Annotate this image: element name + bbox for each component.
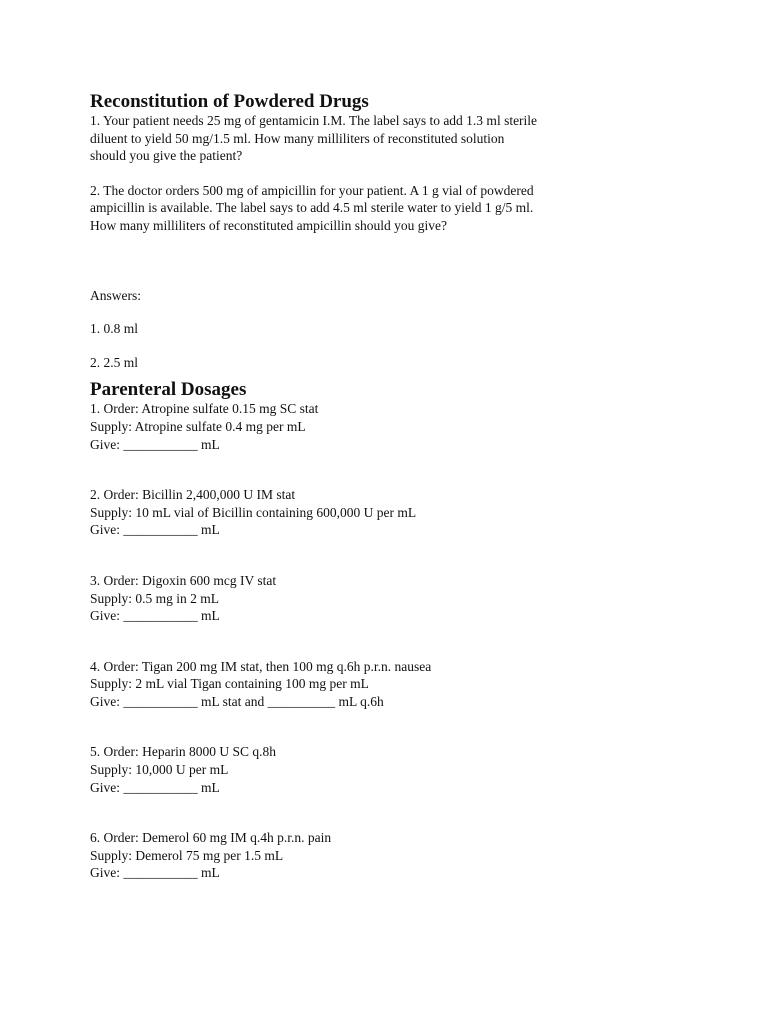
question-1-line-3: should you give the patient?: [90, 148, 243, 164]
dosage-item-4-order: 4. Order: Tigan 200 mg IM stat, then 100 mg q.6h p.r.n. nausea: [90, 658, 432, 674]
dosage-item-3-give: Give: ___________ mL: [90, 608, 220, 624]
dosage-item-1-supply: Supply: Atropine sulfate 0.4 mg per mL: [90, 418, 306, 434]
dosage-item-6-supply: Supply: Demerol 75 mg per 1.5 mL: [90, 847, 284, 863]
dosage-item-4-give: Give: ___________ mL stat and __________ mL q.6h: [90, 693, 384, 709]
question-2: [90, 182, 610, 235]
dosage-item-4-supply: Supply: 2 mL vial Tigan containing 100 mg per mL: [90, 676, 369, 692]
question-1-line-2: diluent to yield 50 mg/1.5 ml. How many milliliters of reconstituted solution: [90, 130, 505, 146]
dosage-item-6-order: 6. Order: Demerol 60 mg IM q.4h p.r.n. pain: [90, 830, 332, 846]
answer-1: 1. 0.8 ml: [90, 321, 139, 337]
dosage-item-5: [90, 743, 610, 796]
dosage-item-2: [90, 486, 610, 539]
dosage-item-1-order: 1. Order: Atropine sulfate 0.15 mg SC stat: [90, 401, 319, 417]
question-2-line-3: How many milliliters of reconstituted ampicillin should you give?: [90, 217, 447, 233]
dosage-item-6: [90, 829, 610, 882]
dosage-item-1-give: Give: ___________ mL: [90, 436, 220, 452]
dosage-item-2-order: 2. Order: Bicillin 2,400,000 U IM stat: [90, 487, 296, 503]
dosage-item-6-give: Give: ___________ mL: [90, 865, 220, 881]
dosage-item-2-supply: Supply: 10 mL vial of Bicillin containing 600,000 U per mL: [90, 504, 417, 520]
question-2-line-1: 2. The doctor orders 500 mg of ampicillin for your patient. A 1 g vial of powdered: [90, 182, 534, 198]
section-title-parenteral: Parenteral Dosages: [90, 379, 247, 401]
question-1-line-1: 1. Your patient needs 25 mg of gentamicin I.M. The label says to add 1.3 ml sterile: [90, 113, 538, 128]
question-2-line-2: ampicillin is available. The label says to add 4.5 ml sterile water to yield 1 g/5 ml.: [90, 200, 534, 216]
dosage-item-1: [90, 400, 610, 453]
dosage-item-5-supply: Supply: 10,000 U per mL: [90, 762, 229, 778]
answer-2: 2. 2.5 ml: [90, 354, 139, 370]
answers-label: Answers:: [90, 287, 141, 303]
dosage-item-3-supply: Supply: 0.5 mg in 2 mL: [90, 590, 220, 606]
dosage-item-5-order: 5. Order: Heparin 8000 U SC q.8h: [90, 744, 276, 760]
dosage-item-5-give: Give: ___________ mL: [90, 779, 220, 795]
dosage-item-3-order: 3. Order: Digoxin 600 mcg IV stat: [90, 572, 277, 588]
dosage-item-3: [90, 572, 610, 625]
section-title-reconstitution: Reconstitution of Powdered Drugs: [90, 91, 369, 112]
document-content: [90, 92, 610, 882]
dosage-item-2-give: Give: ___________ mL: [90, 522, 220, 538]
dosage-item-4: [90, 658, 610, 711]
question-1: [90, 112, 610, 165]
